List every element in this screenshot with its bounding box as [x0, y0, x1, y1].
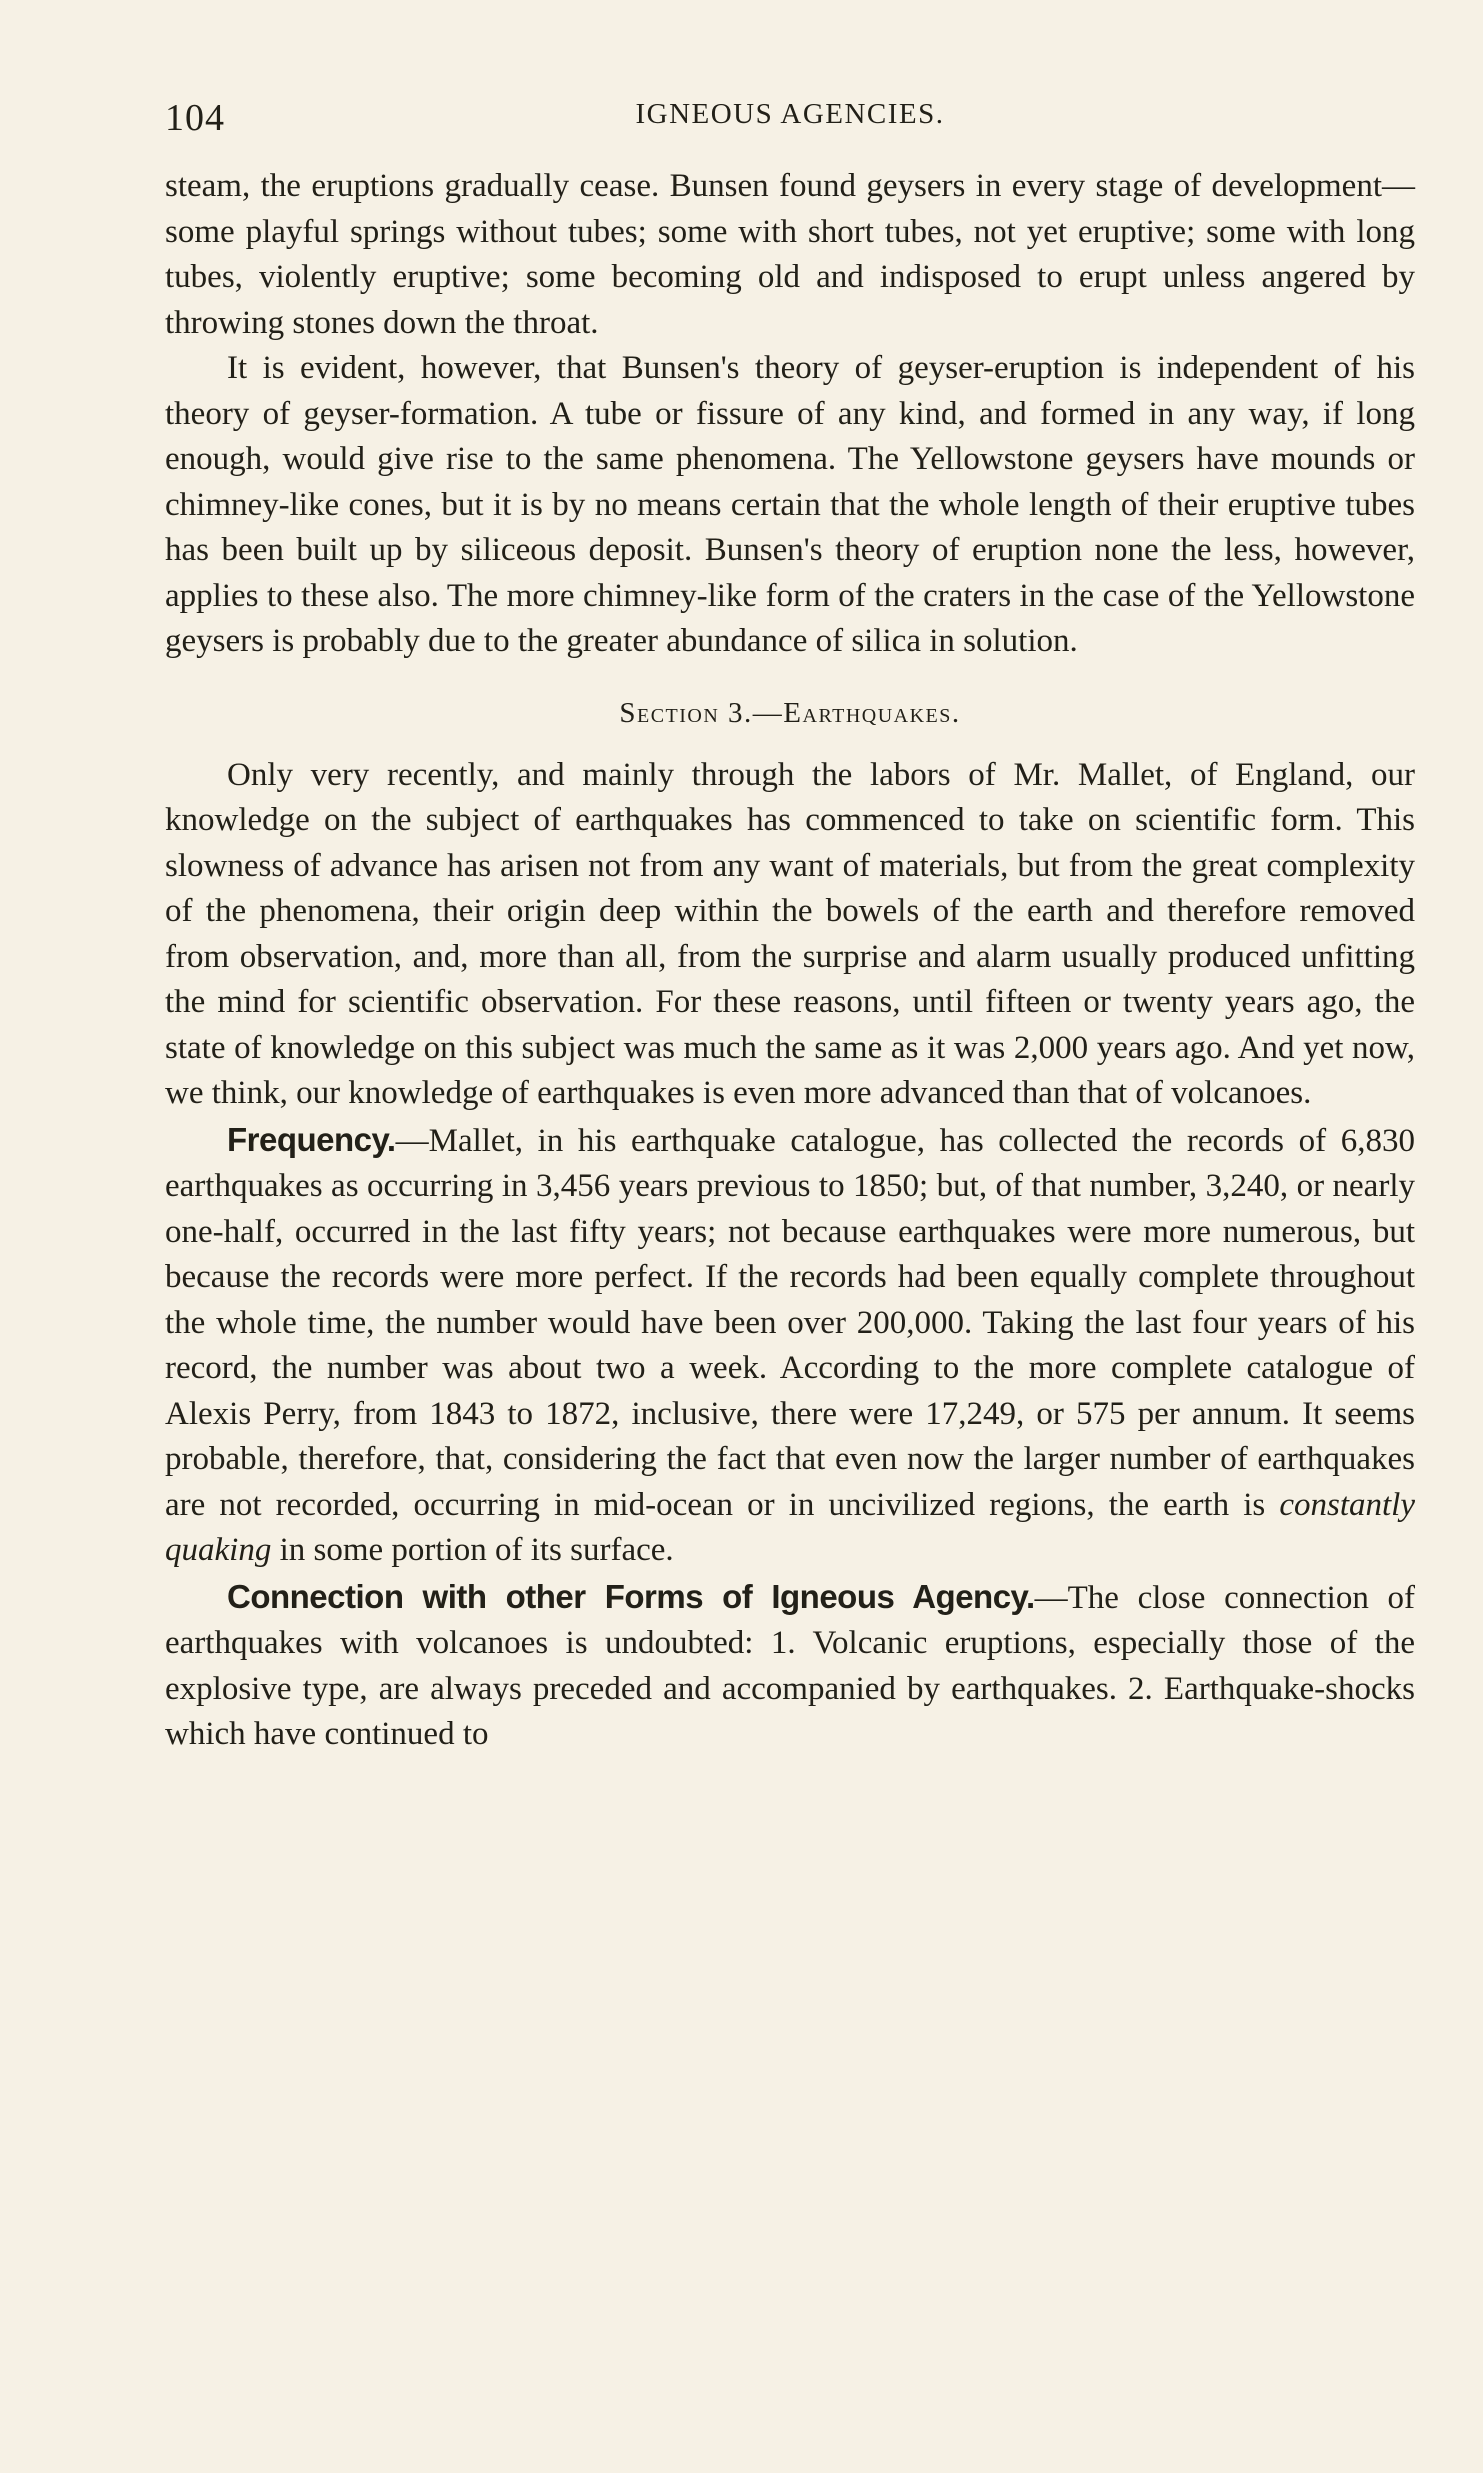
paragraph-frequency	[165, 1117, 1415, 1574]
section-title-earthquakes: Section 3.—Earthquakes.	[619, 696, 961, 729]
running-title: IGNEOUS AGENCIES.	[635, 98, 945, 130]
frequency-heading: Frequency.	[227, 1120, 396, 1158]
paragraph-connection	[165, 1574, 1415, 1758]
running-head	[165, 90, 1415, 150]
connection-heading: Connection with other Forms of Igneous Agency.	[227, 1577, 1035, 1615]
connection-text: —The close connection of earthquakes with volcanoes is undoubted: 1. Volcanic eruptions, especially those of the explosive type, are always preceded and accompanied by earthquakes. 2. Earthquake-shocks which have continued to	[165, 1579, 1415, 1752]
page-number: 104	[165, 97, 225, 139]
frequency-emphasis: constantly quaking	[165, 1486, 1415, 1568]
frequency-text: —Mallet, in his earthquake catalogue, has collected the records of 6,830 earthquakes as occurring in 3,456 years previous to 1850; but, of that number, 3,240, or nearly one-half, occurred in the last fifty years; not because earthquakes were more numerous, but because the records were more perfect. If the records had been equally complete throughout the whole time, the number would have been over 200,000. Taking the last four years of his record, the number was about two a week. According to the more complete catalogue of Alexis Perry, from 1843 to 1872, inclusive, there were 17,249, or 575 per annum. It seems probable, therefore, that, considering the fact that even now the larger number of earthquakes are not recorded, occurring in mid-ocean or in uncivilized regions, the earth is	[165, 1122, 1415, 1523]
frequency-text-end: in some portion of its surface.	[271, 1532, 674, 1568]
paragraph-earthquakes-intro: Only very recently, and mainly through the labors of Mr. Mallet, of England, our knowledge on the subject of earthquakes has commenced to take on scientific form. This slowness of advance has arisen not from any want of materials, but from the great complexity of the phenomena, their origin deep within the bowels of the earth and therefore removed from observation, and, more than all, from the surprise and alarm usually produced unfitting the mind for scientific observation. For these reasons, until fifteen or twenty years ago, the state of knowledge on this subject was much the same as it was 2,000 years ago. And yet now, we think, our knowledge of earthquakes is even more advanced than that of volcanoes.	[165, 756, 1415, 1111]
paragraph-geyser-stages: steam, the eruptions gradually cease. Bunsen found geysers in every stage of development—some playful springs without tubes; some with short tubes, not yet eruptive; some with long tubes, violently eruptive; some becoming old and indisposed to erupt unless angered by throwing stones down the throat.	[165, 168, 1415, 341]
book-page	[165, 90, 1415, 1758]
paragraph-bunsen-theory: It is evident, however, that Bunsen's theory of geyser-eruption is independent of his theory of geyser-formation. A tube or fissure of any kind, and formed in any way, if long enough, would give rise to the same phenomena. The Yellowstone geysers have mounds or chimney-like cones, but it is by no means certain that the whole length of their eruptive tubes has been built up by siliceous deposit. Bunsen's theory of eruption none the less, however, applies to these also. The more chimney-like form of the craters in the case of the Yellowstone geysers is probably due to the greater abundance of silica in solution.	[165, 350, 1415, 659]
